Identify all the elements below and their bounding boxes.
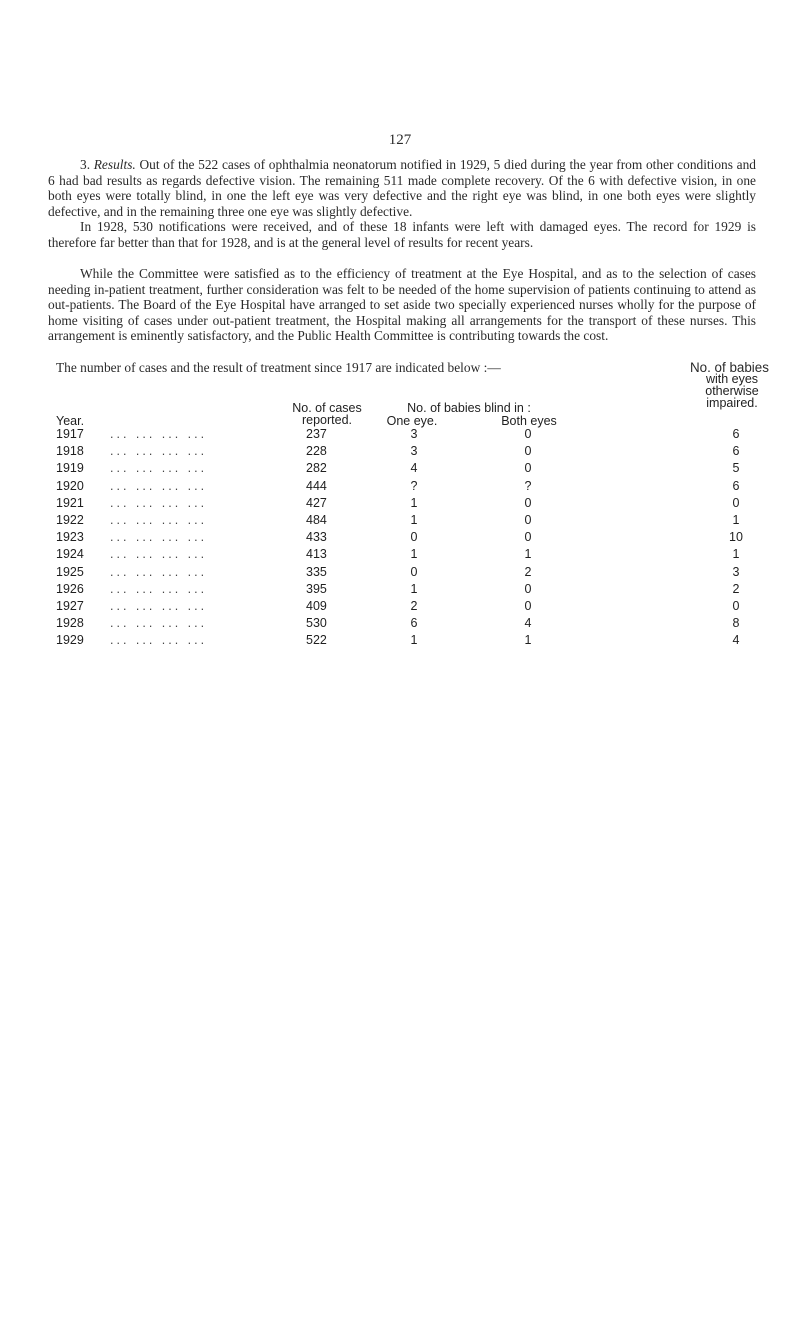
- one-eye-cell: 3: [410, 444, 418, 459]
- dot-leader: ... ... ... ...: [110, 530, 208, 545]
- header-other-impaired: [692, 373, 772, 409]
- year-cell: 1928: [56, 616, 84, 631]
- table-row: [56, 616, 768, 633]
- dot-leader: ... ... ... ...: [110, 427, 208, 441]
- both-eyes-cell: ?: [524, 478, 532, 493]
- other-impaired-cell: 6: [732, 478, 740, 493]
- section-number: 3.: [80, 157, 94, 172]
- comparison-paragraph: In 1928, 530 notifications were received, and of these 18 infants were left with damaged eyes. The record for 1929 is therefore far better than that for 1928, and is at the general level of results for recent years.: [48, 219, 756, 250]
- one-eye-cell: 1: [410, 495, 418, 510]
- table-row: [56, 479, 768, 496]
- table-body: [56, 427, 768, 650]
- other-impaired-cell: 3: [732, 564, 740, 579]
- other-impaired-cell: 1: [732, 547, 740, 562]
- one-eye-cell: 1: [410, 547, 418, 562]
- header-other-line4: impaired.: [706, 396, 758, 410]
- one-eye-cell: ?: [410, 478, 418, 493]
- cases-cell: 228: [306, 444, 327, 459]
- other-impaired-cell: 0: [732, 495, 740, 510]
- dot-leader: ... ... ... ...: [110, 461, 208, 476]
- cases-cell: 433: [306, 530, 327, 545]
- cases-cell: 409: [306, 598, 327, 613]
- header-both-eyes: Both eyes: [501, 414, 557, 428]
- cases-cell: 335: [306, 564, 327, 579]
- page-number: 127: [388, 132, 412, 148]
- one-eye-cell: 1: [410, 633, 418, 648]
- cases-cell: 282: [306, 461, 327, 476]
- dot-leader: ... ... ... ...: [110, 633, 208, 648]
- one-eye-cell: 3: [410, 427, 418, 441]
- other-impaired-cell: 1: [732, 512, 740, 527]
- table-row: [56, 547, 768, 564]
- header-other-line2: with eyes: [705, 372, 759, 386]
- one-eye-cell: 1: [410, 581, 418, 596]
- both-eyes-cell: 0: [524, 581, 532, 596]
- other-impaired-cell: 5: [732, 461, 740, 476]
- both-eyes-cell: 1: [524, 547, 532, 562]
- one-eye-cell: 4: [410, 461, 418, 476]
- both-eyes-cell: 0: [524, 598, 532, 613]
- dot-leader: ... ... ... ...: [110, 598, 208, 613]
- table-row: [56, 461, 768, 478]
- header-cases-line2: reported.: [301, 413, 353, 427]
- dot-leader: ... ... ... ...: [110, 444, 208, 459]
- dot-leader: ... ... ... ...: [110, 564, 208, 579]
- cases-cell: 522: [306, 633, 327, 648]
- both-eyes-cell: 0: [524, 495, 532, 510]
- both-eyes-cell: 1: [524, 633, 532, 648]
- results-paragraph: [48, 157, 756, 219]
- dot-leader: ... ... ... ...: [110, 512, 208, 527]
- year-cell: 1918: [56, 444, 84, 459]
- year-cell: 1920: [56, 478, 84, 493]
- header-cases: [292, 402, 362, 426]
- table-row: [56, 633, 768, 650]
- year-cell: 1929: [56, 633, 84, 648]
- year-cell: 1924: [56, 547, 84, 562]
- one-eye-cell: 2: [410, 598, 418, 613]
- year-cell: 1923: [56, 530, 84, 545]
- results-text: Out of the 522 cases of ophthalmia neonatorum notified in 1929, 5 died during the year from other conditions and 6 had bad results as regards defective vision. The remaining 511 made complete recovery. Of the 6 with defective vision, in one both eyes were totally blind, in one the left eye was very defective and the right eye was blind, in one both eyes were slightly defective, and in the remaining three one eye was slightly defective.: [48, 157, 756, 219]
- other-impaired-cell: 0: [732, 598, 740, 613]
- year-cell: 1927: [56, 598, 84, 613]
- table-row: [56, 513, 768, 530]
- year-cell: 1926: [56, 581, 84, 596]
- table-row: [56, 565, 768, 582]
- cases-cell: 484: [306, 512, 327, 527]
- dot-leader: ... ... ... ...: [110, 616, 208, 631]
- year-cell: 1925: [56, 564, 84, 579]
- header-one-eye: One eye.: [386, 414, 438, 428]
- both-eyes-cell: 0: [524, 512, 532, 527]
- section-heading: Results.: [93, 157, 136, 172]
- header-cases-line1: No. of cases: [292, 401, 362, 415]
- header-other-line3: otherwise: [705, 384, 759, 398]
- one-eye-cell: 6: [410, 616, 418, 631]
- cases-cell: 413: [306, 547, 327, 562]
- header-blind: No. of babies blind in :: [407, 401, 531, 415]
- year-cell: 1921: [56, 495, 84, 510]
- table-row: [56, 582, 768, 599]
- table-row: [56, 444, 768, 461]
- year-cell: 1919: [56, 461, 84, 476]
- both-eyes-cell: 0: [524, 461, 532, 476]
- other-impaired-cell: 8: [732, 616, 740, 631]
- cases-cell: 444: [306, 478, 327, 493]
- other-impaired-cell: 10: [729, 530, 743, 545]
- both-eyes-cell: 0: [524, 530, 532, 545]
- both-eyes-cell: 2: [524, 564, 532, 579]
- table-row: [56, 599, 768, 616]
- both-eyes-cell: 0: [524, 444, 532, 459]
- other-impaired-cell: 6: [732, 444, 740, 459]
- other-impaired-cell: 4: [732, 633, 740, 648]
- other-impaired-cell: 6: [732, 427, 740, 441]
- cases-cell: 427: [306, 495, 327, 510]
- other-impaired-cell: 2: [732, 581, 740, 596]
- both-eyes-cell: 0: [524, 427, 532, 441]
- dot-leader: ... ... ... ...: [110, 495, 208, 510]
- dot-leader: ... ... ... ...: [110, 478, 208, 493]
- committee-paragraph: While the Committee were satisfied as to the efficiency of treatment at the Eye Hospital, and as to the selection of cases needing in-patient treatment, further consideration was felt to be needed of the home supervision of patients continuing to attend as out-patients. The Board of the Eye Hospital have arranged to set aside two specially experienced nurses wholly for the purpose of home visiting of cases under out-patient treatment, the Hospital making all arrangements for the transport of these nurses. This arrangement is eminently satisfactory, and the Public Health Committee is contributing towards the cost.: [48, 266, 756, 343]
- dot-leader: ... ... ... ...: [110, 547, 208, 562]
- one-eye-cell: 0: [410, 530, 418, 545]
- one-eye-cell: 1: [410, 512, 418, 527]
- cases-cell: 395: [306, 581, 327, 596]
- table-row: [56, 496, 768, 513]
- one-eye-cell: 0: [410, 564, 418, 579]
- both-eyes-cell: 4: [524, 616, 532, 631]
- table-row: [56, 427, 768, 444]
- year-cell: 1922: [56, 512, 84, 527]
- header-other-line1: No. of babies: [690, 360, 769, 375]
- year-cell: 1917: [56, 427, 84, 441]
- table-row: [56, 530, 768, 547]
- table-intro: The number of cases and the result of treatment since 1917 are indicated below :—: [56, 360, 501, 375]
- cases-cell: 237: [306, 427, 327, 441]
- dot-leader: ... ... ... ...: [110, 581, 208, 596]
- header-year: Year.: [56, 414, 85, 428]
- cases-cell: 530: [306, 616, 327, 631]
